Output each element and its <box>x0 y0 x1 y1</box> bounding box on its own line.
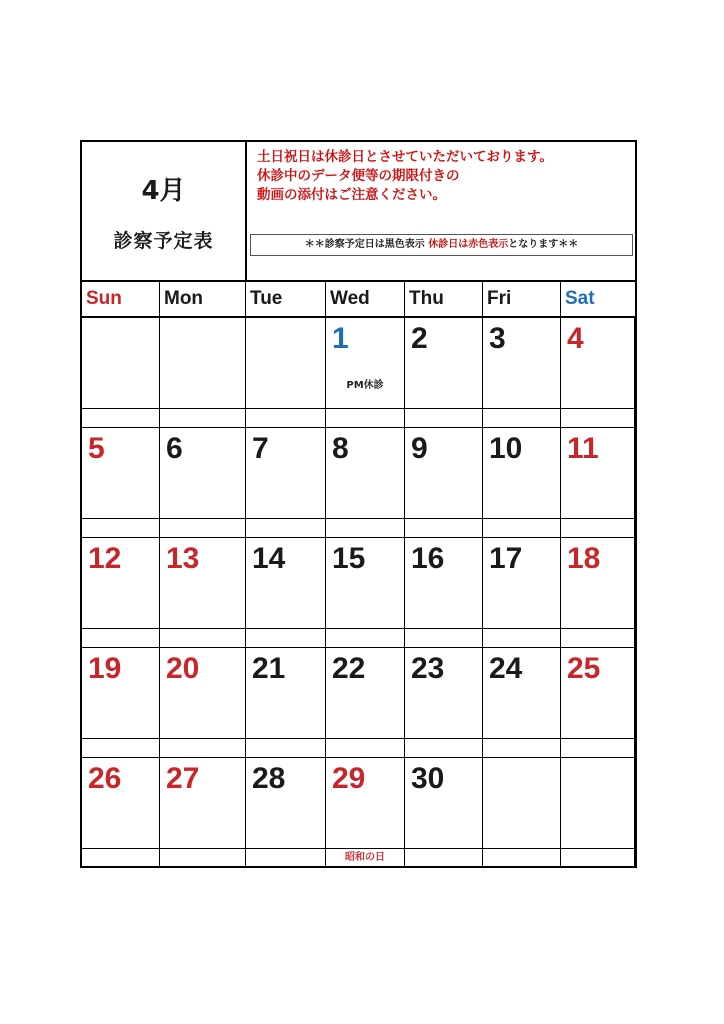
day-number: 18 <box>567 542 601 575</box>
day-number: 2 <box>411 322 428 355</box>
day-memo-strip <box>483 738 560 757</box>
day-cell <box>561 538 635 648</box>
day-cell <box>405 758 483 868</box>
day-memo-strip <box>405 408 482 427</box>
month-title: 4月 <box>141 176 186 206</box>
day-number: 24 <box>489 652 523 685</box>
day-memo-strip <box>160 408 245 427</box>
day-cell <box>246 758 326 868</box>
day-memo-strip <box>483 518 560 537</box>
day-cell <box>82 758 160 868</box>
day-memo-strip <box>483 628 560 647</box>
day-memo-strip <box>246 738 325 757</box>
day-memo-strip <box>561 628 634 647</box>
day-memo-strip <box>160 518 245 537</box>
day-memo-strip <box>82 408 159 427</box>
day-cell <box>483 648 561 758</box>
day-cell <box>405 428 483 538</box>
day-number: 22 <box>332 652 366 685</box>
day-number: 19 <box>88 652 122 685</box>
weekday-tue: Tue <box>246 282 326 316</box>
legend-text-red: 休診日は赤色表示 <box>428 239 509 250</box>
day-memo-strip <box>326 408 404 427</box>
day-number: 17 <box>489 542 523 575</box>
day-cell <box>561 648 635 758</box>
schedule-subtitle: 診察予定表 <box>113 230 214 252</box>
calendar-week-row <box>82 428 635 538</box>
day-number: 6 <box>166 432 183 465</box>
day-number: 23 <box>411 652 445 685</box>
day-cell <box>405 538 483 648</box>
weekday-wed: Wed <box>326 282 405 316</box>
day-cell <box>326 758 405 868</box>
day-number: 30 <box>411 762 445 795</box>
day-memo-strip <box>326 518 404 537</box>
day-cell <box>405 648 483 758</box>
day-memo-strip <box>160 738 245 757</box>
legend-text-black: ＊＊診察予定日は黒色表示 <box>304 239 429 250</box>
day-cell <box>82 318 160 428</box>
day-number: 25 <box>567 652 601 685</box>
day-cell <box>561 758 635 868</box>
day-cell <box>561 428 635 538</box>
calendar-sheet <box>80 140 637 868</box>
day-number: 11 <box>567 432 599 465</box>
day-memo-strip <box>561 738 634 757</box>
day-cell <box>326 538 405 648</box>
day-number: 20 <box>166 652 200 685</box>
calendar-week-row <box>82 758 635 868</box>
day-memo-strip <box>246 518 325 537</box>
day-number: 29 <box>332 762 366 795</box>
day-memo-strip <box>561 848 634 867</box>
day-memo-strip <box>160 628 245 647</box>
day-number: 28 <box>252 762 286 795</box>
day-cell <box>483 758 561 868</box>
day-cell <box>405 318 483 428</box>
notice-line: 土日祝日は休診日とさせていただいております。 <box>257 149 553 165</box>
weekday-sun: Sun <box>82 282 160 316</box>
day-number: 14 <box>252 542 286 575</box>
day-number: 27 <box>166 762 200 795</box>
day-number: 10 <box>489 432 523 465</box>
day-cell <box>160 538 246 648</box>
notice-line: 休診中のデータ便等の期限付きの <box>257 168 460 184</box>
day-memo-strip <box>246 408 325 427</box>
day-cell <box>561 318 635 428</box>
day-number: 3 <box>489 322 506 355</box>
day-memo-strip <box>82 848 159 867</box>
calendar-week-row <box>82 648 635 758</box>
day-memo-strip <box>561 408 634 427</box>
day-number: 4 <box>567 322 584 355</box>
day-cell <box>82 648 160 758</box>
calendar-week-row <box>82 318 635 428</box>
day-memo-strip <box>483 848 560 867</box>
calendar-grid <box>82 318 635 868</box>
weekday-sat: Sat <box>565 288 595 309</box>
day-memo-strip <box>82 628 159 647</box>
weekday-header-row <box>82 282 635 318</box>
day-number: 13 <box>166 542 200 575</box>
day-cell <box>483 428 561 538</box>
day-memo-strip <box>326 738 404 757</box>
day-cell <box>326 428 405 538</box>
weekday-thu: Thu <box>405 282 483 316</box>
legend-text-end: となります＊＊ <box>508 239 579 250</box>
day-number: 9 <box>411 432 428 465</box>
day-memo-strip <box>246 628 325 647</box>
day-memo-strip <box>405 628 482 647</box>
day-cell <box>246 648 326 758</box>
title-box <box>82 142 247 280</box>
day-number: 7 <box>252 432 269 465</box>
day-memo-strip <box>405 518 482 537</box>
calendar-week-row <box>82 538 635 648</box>
day-memo-strip <box>405 738 482 757</box>
day-cell <box>82 428 160 538</box>
day-memo-strip <box>405 848 482 867</box>
day-cell <box>160 318 246 428</box>
day-number: 5 <box>88 432 105 465</box>
day-cell <box>246 428 326 538</box>
day-number: 12 <box>88 542 122 575</box>
day-cell <box>326 318 405 428</box>
day-cell <box>246 538 326 648</box>
day-cell <box>483 318 561 428</box>
day-number: 1 <box>332 322 349 355</box>
day-memo-strip <box>483 408 560 427</box>
notice-line: 動画の添付はご注意ください。 <box>257 187 446 203</box>
day-number: 16 <box>411 542 445 575</box>
day-cell <box>160 648 246 758</box>
weekday-fri: Fri <box>483 282 561 316</box>
day-number: 26 <box>88 762 122 795</box>
day-number: 8 <box>332 432 349 465</box>
day-number: 15 <box>332 542 366 575</box>
day-cell <box>246 318 326 428</box>
day-cell <box>483 538 561 648</box>
day-memo-strip <box>82 518 159 537</box>
day-memo-strip <box>160 848 245 867</box>
day-cell <box>160 758 246 868</box>
day-memo-strip <box>246 848 325 867</box>
day-memo-strip: 昭和の日 <box>326 848 404 867</box>
day-memo-strip <box>561 518 634 537</box>
weekday-mon: Mon <box>160 282 246 316</box>
day-cell <box>82 538 160 648</box>
color-legend <box>250 234 633 256</box>
day-note: PM休診 <box>346 380 384 391</box>
calendar-header <box>82 142 635 282</box>
day-memo-strip <box>82 738 159 757</box>
day-cell <box>160 428 246 538</box>
holiday-notice <box>257 148 627 205</box>
day-cell <box>326 648 405 758</box>
day-number: 21 <box>252 652 286 685</box>
day-memo-strip <box>326 628 404 647</box>
